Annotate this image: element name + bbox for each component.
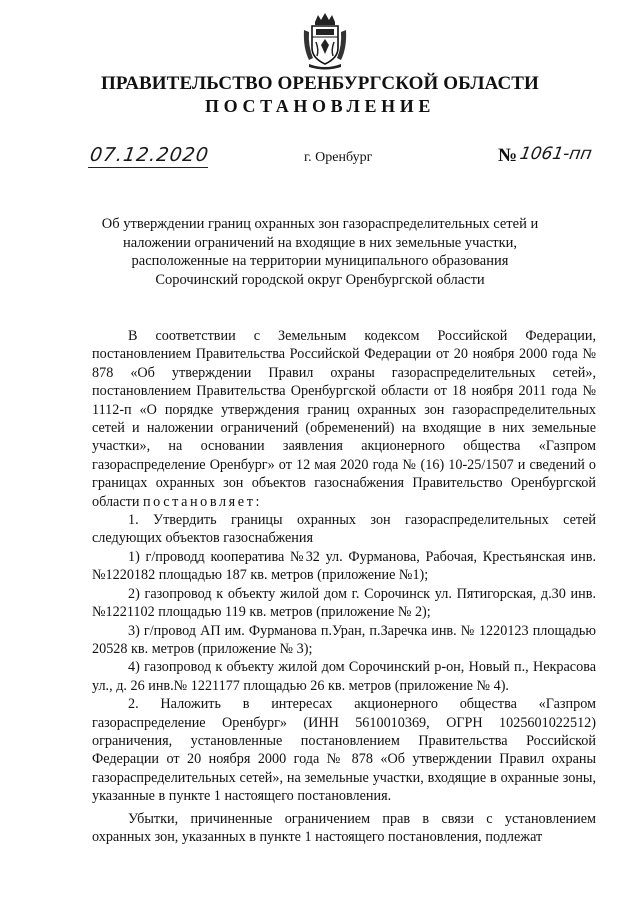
paragraph-losses: Убытки, причиненные ограничением прав в связи с установлением охранных зон, указанных в пункте 1 настоящего постановления, подлежат — [92, 810, 596, 845]
preamble-text: В соответствии с Земельным кодексом Российской Федерации, постановлением Правительства Российской Федерации от 20 ноября 2000 года № 878 «Об утверждении Правил охраны газораспределительных сетей», постановлением Правительства Оренбургской области от 18 ноября 2011 года № 1112-п «О порядке утверждения границ охранных зон газораспределительных сетей и наложении ограничений (обременений) на входящие в них земельные участки», на основании заявления акционерного общества «Газпром газораспределение Оренбург» от 12 мая 2020 года № (16) 10-25/1507 и сведений о границах охранных зон объектов газоснабжения Правительство Оренбургской области — [92, 328, 596, 510]
document-type-heading: ПОСТАНОВЛЕНИЕ — [205, 96, 435, 116]
paragraph-subitem-3: 3) г/провод АП им. Фурманова п.Уран, п.Заречка инв. № 1220123 площадью 20528 кв. метров (приложение № 3); — [92, 622, 596, 657]
paragraph-subitem-1: 1) г/проводд кооператива №32 ул. Фурманова, Рабочая, Крестьянская инв.№1220182 площадью 187 кв. метров (приложение №1); — [92, 548, 596, 584]
document-body — [92, 327, 596, 846]
document-subject: Об утверждении границ охранных зон газораспределительных сетей и наложении ограничений на входящие в них земельные участки, расположенные на территории муниципального образования Сорочинский городской округ Оренбургской области — [101, 216, 539, 288]
organization-title: ПРАВИТЕЛЬСТВО ОРЕНБУРГСКОЙ ОБЛАСТИ — [101, 73, 539, 94]
date-underline — [88, 167, 208, 168]
decree-keyword: постановляет: — [142, 493, 263, 510]
paragraph-item-2: 2. Наложить в интересах акционерного общества «Газпром газораспределение Оренбург» (ИНН 5610010369, ОГРН 1025601022512) ограничения, установленные постановлением Правительства Российской Федерации от 20 ноября 2000 года № 878 «Об утверждении Правил охраны газораспределительных сетей», на земельные участки, входящие в охранные зоны, указанные в пункте 1 настоящего постановления. — [92, 696, 596, 805]
document-number-label: № — [498, 145, 518, 166]
paragraph-subitem-4: 4) газопровод к объекту жилой дом Сорочинский р-он, Новый п., Некрасова ул., д. 26 инв.№ 1221177 площадью 26 кв. метров (приложение № 4). — [92, 659, 596, 694]
paragraph-preamble — [92, 327, 596, 511]
document-city: г. Оренбург — [304, 150, 373, 165]
document-date: 07.12.2020 — [88, 144, 211, 166]
paragraph-subitem-2: 2) газопровод к объекту жилой дом г. Сорочинск ул. Пятигорская, д.30 инв.№1221102 площадью 119 кв. метров (приложение № 2); — [92, 585, 596, 621]
paragraph-item-1: 1. Утвердить границы охранных зон газораспределительных сетей следующих объектов газоснабжения — [92, 512, 596, 547]
orenburg-coat-of-arms-icon — [301, 12, 349, 70]
document-number: 1061-пп — [518, 144, 594, 164]
